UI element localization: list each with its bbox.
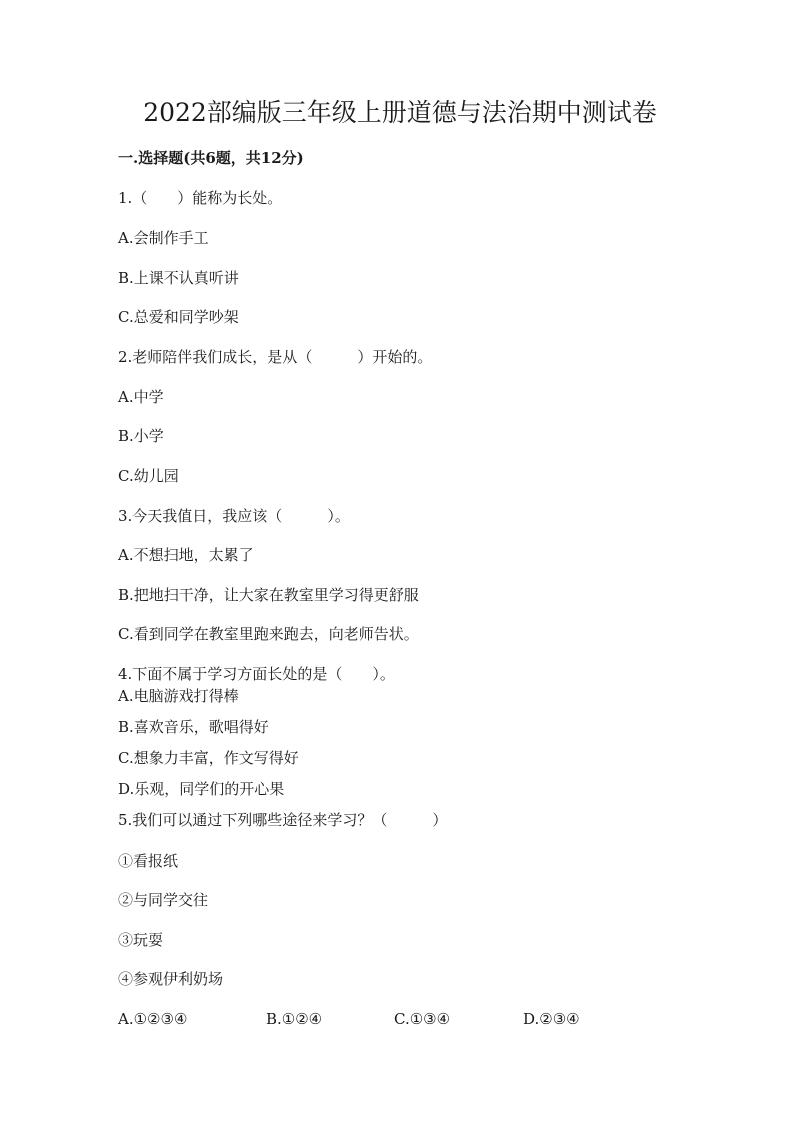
question-5-item-3: ③玩耍 (118, 931, 164, 949)
question-1-option-c: C.总爱和同学吵架 (118, 308, 239, 326)
question-5-option-c: C.①③④ (394, 1010, 451, 1028)
question-2-option-b: B.小学 (118, 427, 164, 445)
question-1-stem: 1.（ ）能称为长处。 (118, 189, 283, 207)
question-3-stem: 3.今天我值日，我应该（ ）。 (118, 507, 350, 525)
question-1-option-b: B.上课不认真听讲 (118, 269, 239, 287)
question-4-option-d: D.乐观，同学们的开心果 (118, 780, 285, 798)
question-5-option-a: A.①②③④ (118, 1010, 188, 1028)
question-4-option-a: A.电脑游戏打得棒 (118, 687, 239, 705)
question-5-option-b: B.①②④ (266, 1010, 323, 1028)
question-4-option-c: C.想象力丰富，作文写得好 (118, 749, 299, 767)
question-5-item-2: ②与同学交往 (118, 891, 209, 909)
question-5-item-1: ①看报纸 (118, 852, 179, 870)
question-2-stem: 2.老师陪伴我们成长，是从（ ）开始的。 (118, 348, 433, 366)
question-2-option-c: C.幼儿园 (118, 467, 179, 485)
question-5-item-4: ④参观伊利奶场 (118, 970, 224, 988)
question-3-option-b: B.把地扫干净，让大家在教室里学习得更舒服 (118, 586, 419, 604)
question-1-option-a: A.会制作手工 (118, 229, 209, 247)
question-5-option-d: D.②③④ (523, 1010, 580, 1028)
question-3-option-a: A.不想扫地，太累了 (118, 546, 254, 564)
question-3-option-c: C.看到同学在教室里跑来跑去，向老师告状。 (118, 625, 419, 643)
question-4-stem: 4.下面不属于学习方面长处的是（ ）。 (118, 665, 395, 683)
question-4-option-b: B.喜欢音乐，歌唱得好 (118, 718, 269, 736)
page-title: 2022部编版三年级上册道德与法治期中测试卷 (143, 98, 657, 127)
section-heading: 一.选择题(共6题，共12分) (118, 149, 304, 167)
question-2-option-a: A.中学 (118, 388, 164, 406)
question-5-stem: 5.我们可以通过下列哪些途径来学习？（ ） (118, 811, 448, 829)
